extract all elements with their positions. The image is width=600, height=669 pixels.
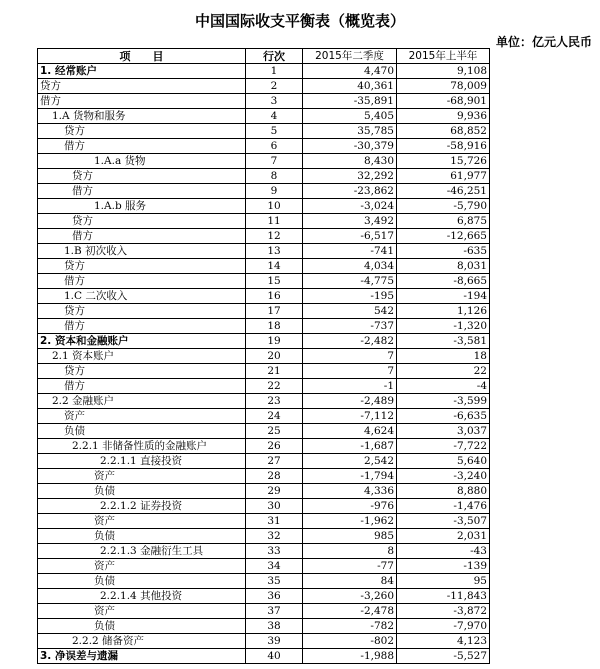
row-label: 借方 <box>38 94 246 109</box>
row-value-h1-2015: -7,722 <box>397 439 490 454</box>
row-value-q2-2015: -77 <box>303 559 397 574</box>
table-row <box>38 589 490 604</box>
row-value-h1-2015: -46,251 <box>397 184 490 199</box>
row-line-number: 8 <box>246 169 303 184</box>
table-row <box>38 169 490 184</box>
row-value-q2-2015: -35,891 <box>303 94 397 109</box>
row-label: 贷方 <box>38 259 246 274</box>
table-row <box>38 349 490 364</box>
row-value-q2-2015: -1,794 <box>303 469 397 484</box>
table-row <box>38 559 490 574</box>
row-value-h1-2015: 3,037 <box>397 424 490 439</box>
row-value-h1-2015: -11,843 <box>397 589 490 604</box>
row-value-q2-2015: -3,260 <box>303 589 397 604</box>
row-label: 贷方 <box>38 79 246 94</box>
table-row <box>38 499 490 514</box>
row-value-h1-2015: 68,852 <box>397 124 490 139</box>
table-row <box>38 454 490 469</box>
row-value-q2-2015: -802 <box>303 634 397 649</box>
row-label: 负债 <box>38 484 246 499</box>
row-label: 资产 <box>38 514 246 529</box>
row-value-q2-2015: -976 <box>303 499 397 514</box>
row-value-q2-2015: -195 <box>303 289 397 304</box>
row-line-number: 30 <box>246 499 303 514</box>
row-label: 负债 <box>38 574 246 589</box>
row-label: 负债 <box>38 529 246 544</box>
table-row <box>38 424 490 439</box>
row-value-h1-2015: -5,527 <box>397 649 490 664</box>
row-value-h1-2015: -3,599 <box>397 394 490 409</box>
table-row <box>38 514 490 529</box>
row-value-q2-2015: -1,962 <box>303 514 397 529</box>
table-row <box>38 649 490 664</box>
row-line-number: 40 <box>246 649 303 664</box>
row-value-q2-2015: -1 <box>303 379 397 394</box>
row-value-q2-2015: -1,988 <box>303 649 397 664</box>
table-row <box>38 544 490 559</box>
row-label: 1.A 货物和服务 <box>38 109 246 124</box>
balance-of-payments-table <box>37 48 490 664</box>
row-label: 2.1 资本账户 <box>38 349 246 364</box>
table-row <box>38 199 490 214</box>
row-value-h1-2015: 1,126 <box>397 304 490 319</box>
row-value-q2-2015: -1,687 <box>303 439 397 454</box>
row-value-h1-2015: -3,581 <box>397 334 490 349</box>
row-line-number: 6 <box>246 139 303 154</box>
row-value-h1-2015: -635 <box>397 244 490 259</box>
row-value-q2-2015: 7 <box>303 364 397 379</box>
row-line-number: 29 <box>246 484 303 499</box>
row-value-h1-2015: 4,123 <box>397 634 490 649</box>
row-label: 1.B 初次收入 <box>38 244 246 259</box>
row-line-number: 24 <box>246 409 303 424</box>
table-row <box>38 184 490 199</box>
row-line-number: 34 <box>246 559 303 574</box>
row-value-h1-2015: -7,970 <box>397 619 490 634</box>
row-value-h1-2015: 95 <box>397 574 490 589</box>
row-label: 2.2.1.1 直接投资 <box>38 454 246 469</box>
table-row <box>38 274 490 289</box>
row-line-number: 27 <box>246 454 303 469</box>
row-value-h1-2015: -1,476 <box>397 499 490 514</box>
row-label: 借方 <box>38 184 246 199</box>
row-label: 借方 <box>38 319 246 334</box>
row-line-number: 21 <box>246 364 303 379</box>
row-line-number: 26 <box>246 439 303 454</box>
row-line-number: 20 <box>246 349 303 364</box>
row-line-number: 14 <box>246 259 303 274</box>
table-row <box>38 604 490 619</box>
row-value-q2-2015: 40,361 <box>303 79 397 94</box>
header-line-no: 行次 <box>246 49 303 64</box>
unit-label: 单位：亿元人民币 <box>495 35 592 49</box>
row-value-q2-2015: -2,482 <box>303 334 397 349</box>
row-label: 2.2.1 非储备性质的金融账户 <box>38 439 246 454</box>
table-row <box>38 289 490 304</box>
row-line-number: 13 <box>246 244 303 259</box>
row-line-number: 16 <box>246 289 303 304</box>
row-value-q2-2015: 4,624 <box>303 424 397 439</box>
row-line-number: 39 <box>246 634 303 649</box>
row-value-q2-2015: -6,517 <box>303 229 397 244</box>
table-row <box>38 394 490 409</box>
row-value-q2-2015: -4,775 <box>303 274 397 289</box>
table-row <box>38 574 490 589</box>
row-label: 资产 <box>38 409 246 424</box>
row-label: 1.C 二次收入 <box>38 289 246 304</box>
row-value-h1-2015: -3,507 <box>397 514 490 529</box>
row-value-h1-2015: -6,635 <box>397 409 490 424</box>
table-row <box>38 259 490 274</box>
row-value-h1-2015: 9,936 <box>397 109 490 124</box>
row-value-q2-2015: 5,405 <box>303 109 397 124</box>
row-line-number: 28 <box>246 469 303 484</box>
row-label: 贷方 <box>38 169 246 184</box>
row-value-h1-2015: 6,875 <box>397 214 490 229</box>
row-value-h1-2015: -5,790 <box>397 199 490 214</box>
row-label: 负债 <box>38 424 246 439</box>
row-label: 贷方 <box>38 124 246 139</box>
row-line-number: 12 <box>246 229 303 244</box>
row-value-h1-2015: -58,916 <box>397 139 490 154</box>
row-value-h1-2015: -68,901 <box>397 94 490 109</box>
table-row <box>38 469 490 484</box>
row-label: 借方 <box>38 139 246 154</box>
row-line-number: 2 <box>246 79 303 94</box>
row-value-q2-2015: -2,478 <box>303 604 397 619</box>
row-value-h1-2015: -43 <box>397 544 490 559</box>
row-line-number: 15 <box>246 274 303 289</box>
row-value-q2-2015: -782 <box>303 619 397 634</box>
row-value-h1-2015: -1,320 <box>397 319 490 334</box>
row-label: 贷方 <box>38 364 246 379</box>
row-label: 资产 <box>38 604 246 619</box>
row-value-h1-2015: 9,108 <box>397 64 490 79</box>
row-line-number: 36 <box>246 589 303 604</box>
row-line-number: 9 <box>246 184 303 199</box>
row-line-number: 32 <box>246 529 303 544</box>
row-line-number: 17 <box>246 304 303 319</box>
row-line-number: 4 <box>246 109 303 124</box>
table-row <box>38 79 490 94</box>
row-value-q2-2015: 3,492 <box>303 214 397 229</box>
table-row <box>38 154 490 169</box>
row-value-q2-2015: 7 <box>303 349 397 364</box>
row-line-number: 35 <box>246 574 303 589</box>
table-row <box>38 409 490 424</box>
header-item: 项 目 <box>38 49 246 64</box>
row-label: 2. 资本和金融账户 <box>38 334 246 349</box>
row-value-h1-2015: -194 <box>397 289 490 304</box>
row-label: 借方 <box>38 274 246 289</box>
table-row <box>38 334 490 349</box>
table-row <box>38 304 490 319</box>
row-value-q2-2015: 2,542 <box>303 454 397 469</box>
row-label: 贷方 <box>38 214 246 229</box>
row-value-h1-2015: 15,726 <box>397 154 490 169</box>
row-value-h1-2015: 5,640 <box>397 454 490 469</box>
row-label: 1. 经常账户 <box>38 64 246 79</box>
row-value-q2-2015: 8 <box>303 544 397 559</box>
row-label: 1.A.b 服务 <box>38 199 246 214</box>
table-row <box>38 529 490 544</box>
row-value-q2-2015: -737 <box>303 319 397 334</box>
row-value-q2-2015: 8,430 <box>303 154 397 169</box>
table-row <box>38 214 490 229</box>
row-value-q2-2015: 985 <box>303 529 397 544</box>
row-label: 负债 <box>38 619 246 634</box>
table-row <box>38 634 490 649</box>
row-value-h1-2015: 8,031 <box>397 259 490 274</box>
row-label: 2.2.1.2 证券投资 <box>38 499 246 514</box>
header-q2-2015: 2015年二季度 <box>303 49 397 64</box>
row-line-number: 11 <box>246 214 303 229</box>
row-label: 2.2.1.3 金融衍生工具 <box>38 544 246 559</box>
row-value-h1-2015: -3,240 <box>397 469 490 484</box>
table-row <box>38 619 490 634</box>
row-line-number: 1 <box>246 64 303 79</box>
row-value-h1-2015: 22 <box>397 364 490 379</box>
row-value-q2-2015: 4,470 <box>303 64 397 79</box>
table-row <box>38 94 490 109</box>
table-row <box>38 439 490 454</box>
row-line-number: 37 <box>246 604 303 619</box>
row-line-number: 23 <box>246 394 303 409</box>
row-value-q2-2015: -3,024 <box>303 199 397 214</box>
row-value-q2-2015: 32,292 <box>303 169 397 184</box>
row-line-number: 5 <box>246 124 303 139</box>
row-value-h1-2015: 78,009 <box>397 79 490 94</box>
table-row <box>38 319 490 334</box>
row-value-h1-2015: 18 <box>397 349 490 364</box>
row-label: 2.2.1.4 其他投资 <box>38 589 246 604</box>
row-line-number: 38 <box>246 619 303 634</box>
row-value-h1-2015: -3,872 <box>397 604 490 619</box>
row-value-q2-2015: -2,489 <box>303 394 397 409</box>
row-line-number: 7 <box>246 154 303 169</box>
row-value-h1-2015: -8,665 <box>397 274 490 289</box>
table-row <box>38 124 490 139</box>
table-row <box>38 364 490 379</box>
row-line-number: 22 <box>246 379 303 394</box>
row-value-q2-2015: 4,336 <box>303 484 397 499</box>
row-line-number: 25 <box>246 424 303 439</box>
table-row <box>38 244 490 259</box>
row-line-number: 18 <box>246 319 303 334</box>
header-row <box>38 49 490 64</box>
row-value-h1-2015: 2,031 <box>397 529 490 544</box>
row-value-q2-2015: -7,112 <box>303 409 397 424</box>
row-label: 借方 <box>38 379 246 394</box>
table-row <box>38 229 490 244</box>
row-value-q2-2015: -23,862 <box>303 184 397 199</box>
page-title: 中国国际收支平衡表（概览表） <box>194 12 405 30</box>
table-row <box>38 64 490 79</box>
row-label: 3. 净误差与遗漏 <box>38 649 246 664</box>
row-value-q2-2015: -741 <box>303 244 397 259</box>
row-line-number: 10 <box>246 199 303 214</box>
row-label: 资产 <box>38 559 246 574</box>
row-line-number: 31 <box>246 514 303 529</box>
row-line-number: 3 <box>246 94 303 109</box>
row-value-q2-2015: 84 <box>303 574 397 589</box>
row-label: 1.A.a 货物 <box>38 154 246 169</box>
table-row <box>38 109 490 124</box>
table-row <box>38 484 490 499</box>
table-row <box>38 379 490 394</box>
row-label: 2.2.2 储备资产 <box>38 634 246 649</box>
row-label: 贷方 <box>38 304 246 319</box>
header-h1-2015: 2015年上半年 <box>397 49 490 64</box>
row-label: 资产 <box>38 469 246 484</box>
row-value-h1-2015: 8,880 <box>397 484 490 499</box>
row-value-q2-2015: 542 <box>303 304 397 319</box>
table-row <box>38 139 490 154</box>
row-value-h1-2015: -139 <box>397 559 490 574</box>
row-line-number: 33 <box>246 544 303 559</box>
row-label: 借方 <box>38 229 246 244</box>
row-value-h1-2015: 61,977 <box>397 169 490 184</box>
row-label: 2.2 金融账户 <box>38 394 246 409</box>
row-value-q2-2015: 4,034 <box>303 259 397 274</box>
row-line-number: 19 <box>246 334 303 349</box>
row-value-h1-2015: -4 <box>397 379 490 394</box>
row-value-q2-2015: -30,379 <box>303 139 397 154</box>
row-value-q2-2015: 35,785 <box>303 124 397 139</box>
row-value-h1-2015: -12,665 <box>397 229 490 244</box>
